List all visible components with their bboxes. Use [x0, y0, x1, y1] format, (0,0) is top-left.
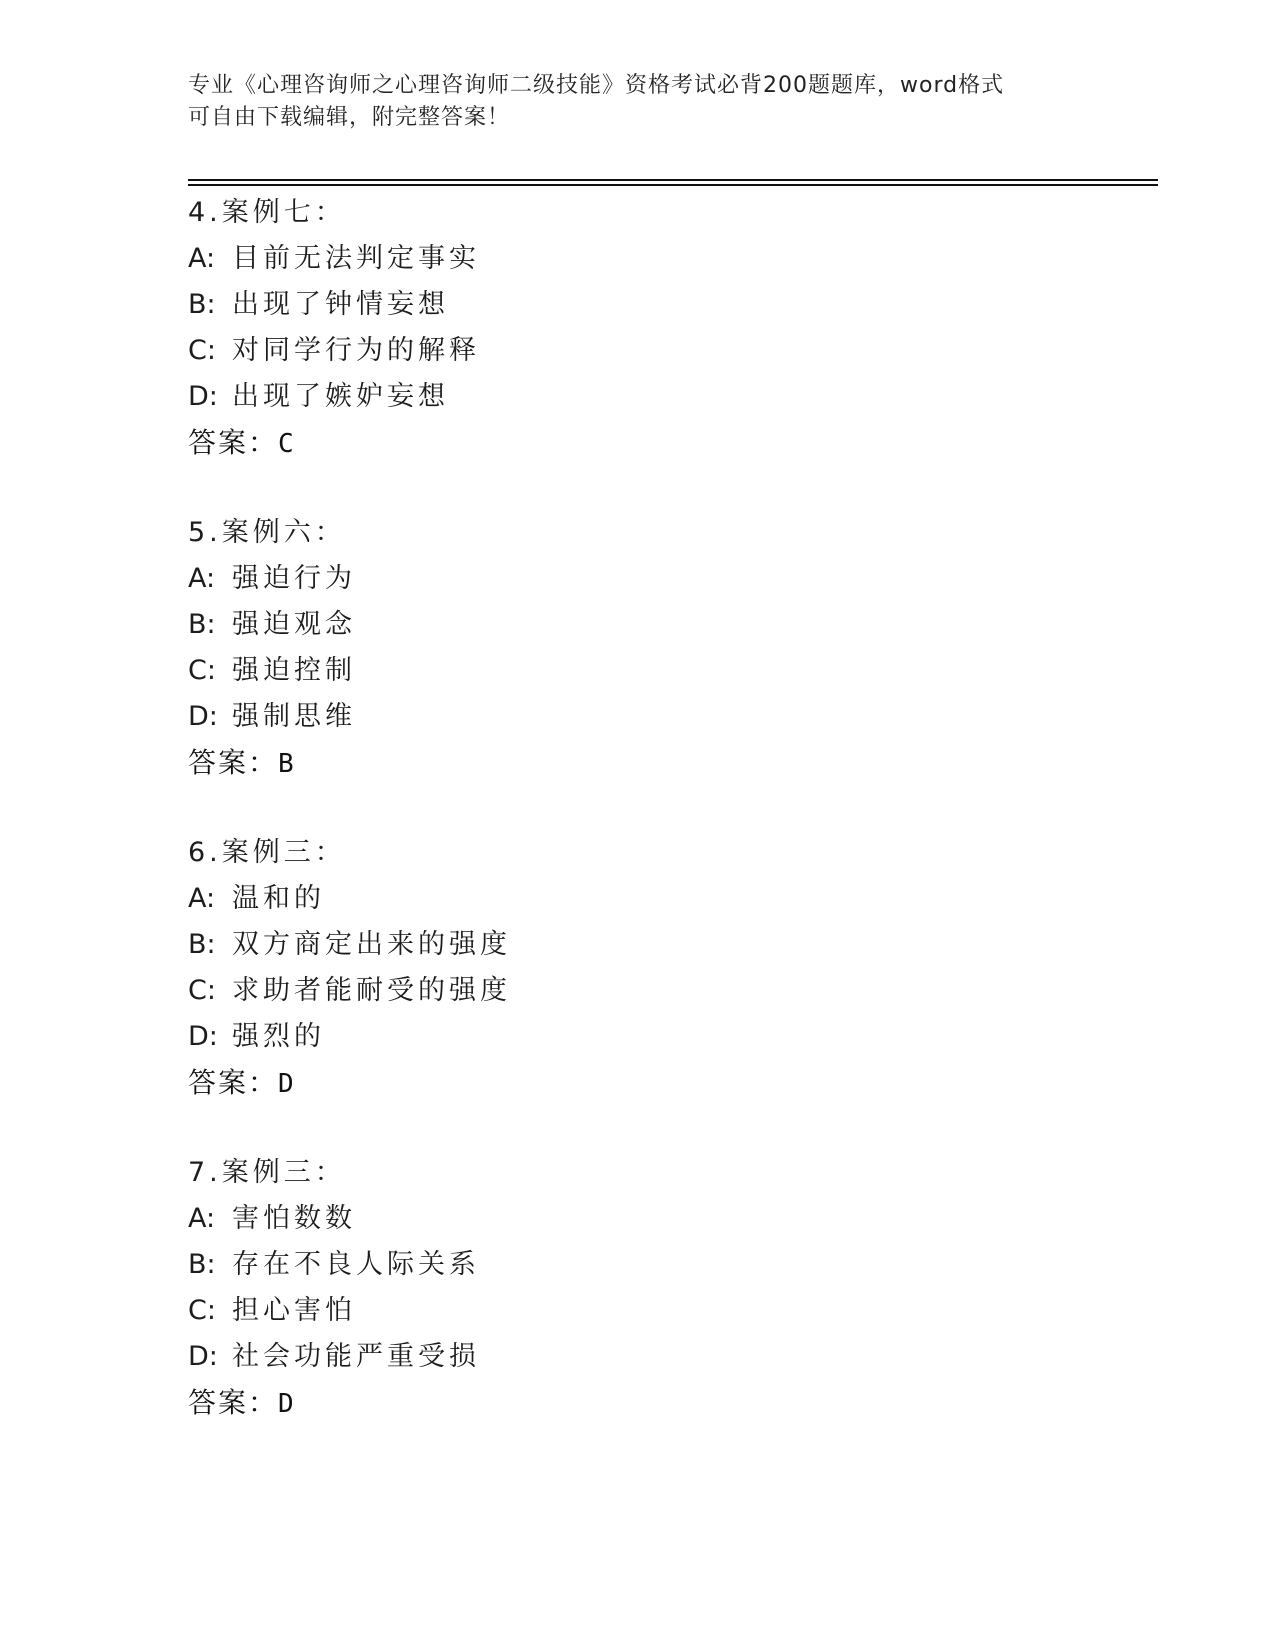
- question-title: 6.案例三：: [188, 837, 346, 868]
- question-title: 4.案例七：: [188, 197, 346, 228]
- answer-label: 答案：: [188, 426, 279, 459]
- option-c: [188, 328, 1148, 374]
- option-text: 强制思维: [232, 701, 356, 732]
- answer-label: 答案：: [188, 746, 279, 779]
- option-letter: D:: [188, 381, 218, 412]
- option-b: [188, 602, 1148, 648]
- option-text: 存在不良人际关系: [232, 1249, 480, 1280]
- option-text: 强迫控制: [232, 655, 356, 686]
- question-title: 5.案例六：: [188, 517, 346, 548]
- option-d: [188, 694, 1148, 740]
- answer-value: C: [278, 429, 294, 459]
- option-letter: A:: [188, 1203, 216, 1234]
- option-letter: B:: [188, 929, 216, 960]
- option-b: [188, 1242, 1148, 1288]
- option-c: [188, 968, 1148, 1014]
- question-title: 7.案例三：: [188, 1157, 346, 1188]
- option-text: 温和的: [232, 883, 325, 914]
- option-letter: B:: [188, 1249, 216, 1280]
- option-d: [188, 1014, 1148, 1060]
- answer-label: 答案：: [188, 1066, 279, 1099]
- option-text: 害怕数数: [232, 1203, 356, 1234]
- answer-line: [188, 740, 1148, 786]
- option-a: [188, 876, 1148, 922]
- option-a: [188, 236, 1148, 282]
- option-letter: A:: [188, 243, 216, 274]
- option-a: [188, 1196, 1148, 1242]
- header-divider-bottom: [188, 184, 1158, 186]
- option-letter: A:: [188, 563, 216, 594]
- option-letter: A:: [188, 883, 216, 914]
- option-letter: C:: [188, 975, 216, 1006]
- option-a: [188, 556, 1148, 602]
- answer-value: D: [278, 1389, 294, 1419]
- option-b: [188, 282, 1148, 328]
- question-item: [188, 190, 1148, 466]
- option-d: [188, 374, 1148, 420]
- option-b: [188, 922, 1148, 968]
- option-text: 对同学行为的解释: [232, 335, 480, 366]
- option-letter: C:: [188, 655, 216, 686]
- option-letter: C:: [188, 335, 216, 366]
- document-header: [188, 70, 1068, 134]
- option-letter: B:: [188, 609, 216, 640]
- header-line-1: 专业《心理咨询师之心理咨询师二级技能》资格考试必背200题题库，word格式: [188, 73, 1005, 98]
- question-item: [188, 510, 1148, 786]
- option-text: 强烈的: [232, 1021, 325, 1052]
- option-d: [188, 1334, 1148, 1380]
- header-divider-top: [188, 179, 1158, 181]
- question-item: [188, 830, 1148, 1106]
- option-text: 出现了嫉妒妄想: [232, 381, 449, 412]
- answer-line: [188, 1060, 1148, 1106]
- option-text: 强迫观念: [232, 609, 356, 640]
- option-text: 担心害怕: [232, 1295, 356, 1326]
- option-c: [188, 1288, 1148, 1334]
- option-letter: C:: [188, 1295, 216, 1326]
- answer-value: B: [278, 749, 294, 779]
- question-list: [188, 190, 1148, 1470]
- option-letter: B:: [188, 289, 216, 320]
- answer-value: D: [278, 1069, 294, 1099]
- option-letter: D:: [188, 1021, 218, 1052]
- option-text: 求助者能耐受的强度: [232, 975, 511, 1006]
- option-letter: D:: [188, 701, 218, 732]
- option-text: 社会功能严重受损: [232, 1341, 480, 1372]
- option-text: 出现了钟情妄想: [232, 289, 449, 320]
- answer-label: 答案：: [188, 1386, 279, 1419]
- question-item: [188, 1150, 1148, 1426]
- option-text: 双方商定出来的强度: [232, 929, 511, 960]
- answer-line: [188, 1380, 1148, 1426]
- option-letter: D:: [188, 1341, 218, 1372]
- answer-line: [188, 420, 1148, 466]
- header-line-2: 可自由下载编辑，附完整答案！: [188, 105, 511, 130]
- option-c: [188, 648, 1148, 694]
- option-text: 目前无法判定事实: [232, 243, 480, 274]
- option-text: 强迫行为: [232, 563, 356, 594]
